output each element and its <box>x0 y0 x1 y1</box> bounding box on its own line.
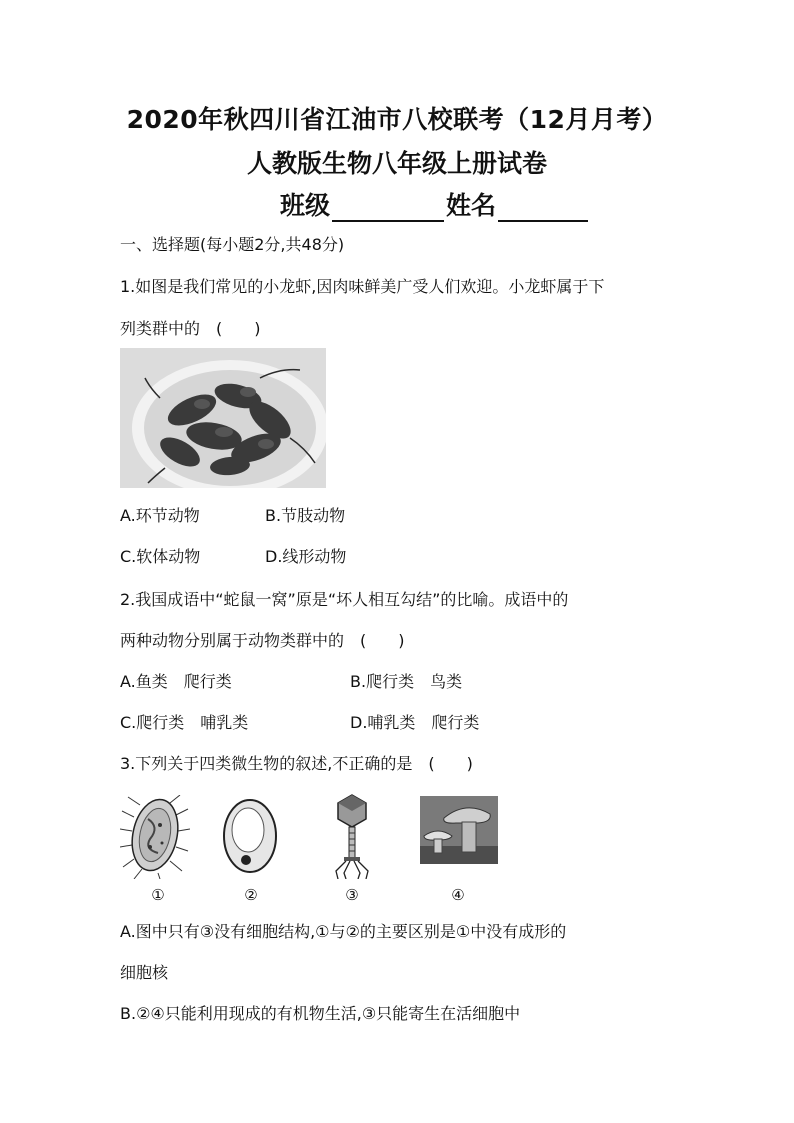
class-name-line <box>280 186 590 222</box>
exam-subtitle: 人教版生物八年级上册试卷 <box>246 149 547 178</box>
q2-option-d[interactable]: D.哺乳类 爬行类 <box>350 713 480 732</box>
q2-option-b[interactable]: B.爬行类 鸟类 <box>350 672 463 691</box>
bacterium-figure <box>120 795 190 883</box>
yeast-figure <box>220 796 280 880</box>
q3-option-b[interactable]: B.②④只能利用现成的有机物生活,③只能寄生在活细胞中 <box>120 1004 521 1023</box>
q2-stem-line1: 2.我国成语中“蛇鼠一窝”原是“坏人相互勾结”的比喻。成语中的 <box>120 590 569 609</box>
q3-option-a-line2: 细胞核 <box>120 963 169 982</box>
q1-option-a[interactable]: A.环节动物 <box>120 506 200 525</box>
q1-stem-line1: 1.如图是我们常见的小龙虾,因肉味鲜美广受人们欢迎。小龙虾属于下 <box>120 277 605 296</box>
q2-option-c[interactable]: C.爬行类 哺乳类 <box>120 713 249 732</box>
q2-stem-line2: 两种动物分别属于动物类群中的 ( ) <box>120 631 405 650</box>
figure-label-1: ① <box>151 886 165 904</box>
mushroom-photo <box>420 796 498 868</box>
name-blank[interactable] <box>498 194 588 222</box>
q2-option-a[interactable]: A.鱼类 爬行类 <box>120 672 232 691</box>
q1-option-b[interactable]: B.节肢动物 <box>265 506 346 525</box>
virus-figure <box>332 793 372 883</box>
class-label: 班级 <box>280 191 331 220</box>
class-blank[interactable] <box>332 194 444 222</box>
q3-stem: 3.下列关于四类微生物的叙述,不正确的是 ( ) <box>120 754 473 773</box>
q3-option-a-line1[interactable]: A.图中只有③没有细胞结构,①与②的主要区别是①中没有成形的 <box>120 922 567 941</box>
q1-option-c[interactable]: C.软体动物 <box>120 547 201 566</box>
exam-title: 2020年秋四川省江油市八校联考（12月月考） <box>126 105 668 134</box>
figure-label-2: ② <box>244 886 258 904</box>
crayfish-photo <box>120 348 326 488</box>
section-heading: 一、选择题(每小题2分,共48分) <box>120 235 345 254</box>
name-label: 姓名 <box>446 191 497 220</box>
q1-stem-line2: 列类群中的 ( ) <box>120 319 261 338</box>
figure-label-3: ③ <box>345 886 359 904</box>
q1-option-d[interactable]: D.线形动物 <box>265 547 347 566</box>
figure-label-4: ④ <box>451 886 465 904</box>
